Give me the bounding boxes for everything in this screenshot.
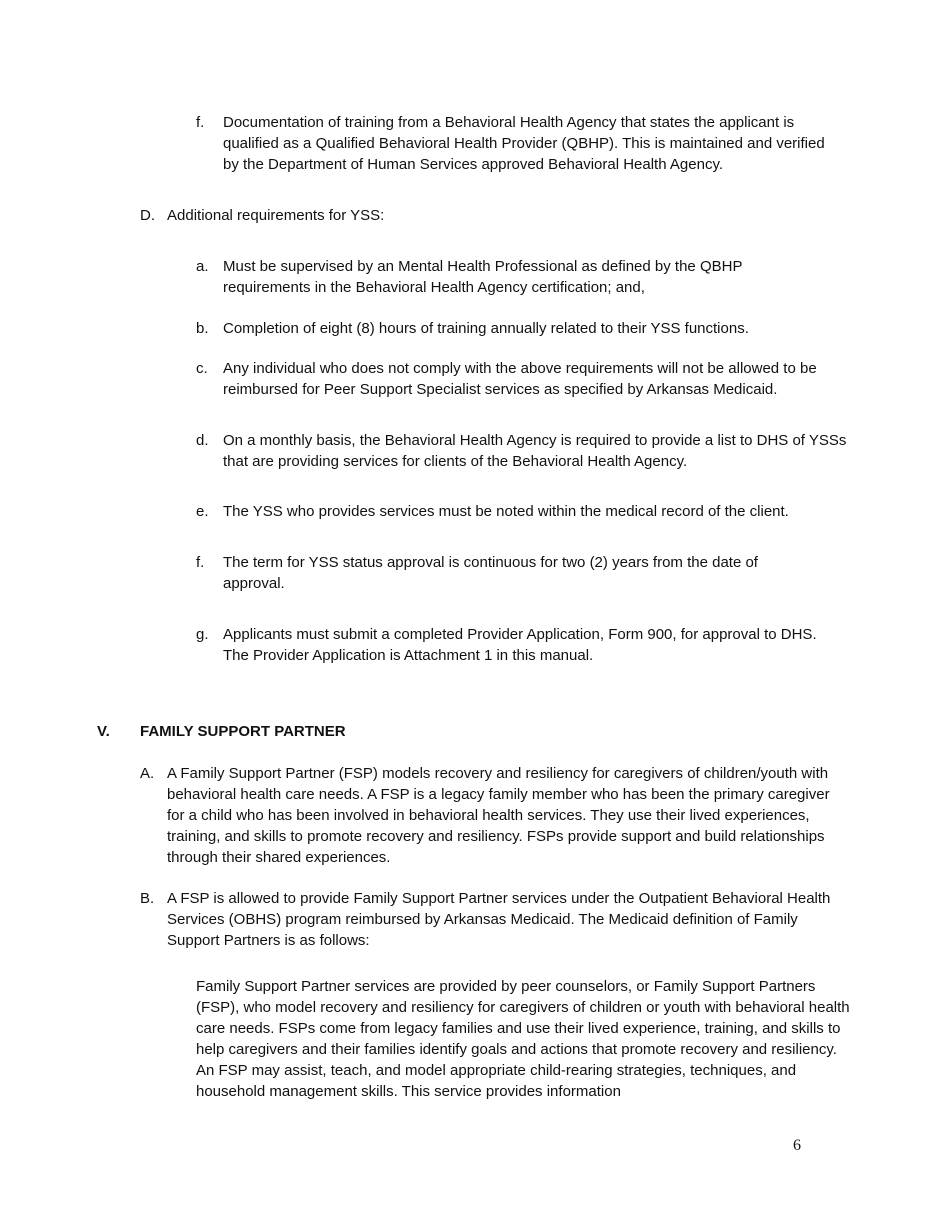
list-item-text: A Family Support Partner (FSP) models recovery and resiliency for caregivers of children/youth with behavioral health care needs. A FSP is a legacy family member who has been the primary caregiver for a child who has been involved in behavioral health services. They use their lived experiences, training, and skills to promote recovery and resiliency. FSPs provide support and build relationships through their shared experiences. [167,765,830,866]
list-item-text: Any individual who does not comply with the above requirements will not be allowed to be reimbursed for Peer Support Specialist services as specified by Arkansas Medicaid. [223,360,817,398]
list-item-text: The term for YSS status approval is continuous for two (2) years from the date of approval. [223,554,758,592]
page-number: 6 [793,1137,801,1154]
list-item-text: Completion of eight (8) hours of training annually related to their YSS functions. [223,320,749,337]
list-marker: A. [140,765,155,782]
list-marker: d. [196,432,209,449]
section-heading: Additional requirements for YSS: [167,207,385,224]
list-marker: f. [196,554,205,571]
section-marker: D. [140,207,155,224]
list-marker: c. [196,360,208,377]
list-item-text: On a monthly basis, the Behavioral Health Agency is required to provide a list to DHS of YSSs that are providing services for clients of the Behavioral Health Agency. [223,432,847,470]
list-marker: e. [196,503,209,520]
list-marker: b. [196,320,209,337]
list-marker: f. [196,114,205,131]
list-item-text: Applicants must submit a completed Provider Application, Form 900, for approval to DHS. The Provider Application is Attachment 1 in this manual. [223,626,817,664]
list-marker: a. [196,258,209,275]
list-item-text: The YSS who provides services must be noted within the medical record of the client. [223,503,789,520]
list-marker: B. [140,890,155,907]
list-marker: g. [196,626,209,643]
section-heading: FAMILY SUPPORT PARTNER [140,723,346,740]
list-item-text: A FSP is allowed to provide Family Support Partner services under the Outpatient Behavioral Health Services (OBHS) program reimbursed by Arkansas Medicaid. The Medicaid definition of Family Support Partners is as follows: [167,890,831,949]
list-item-text: Documentation of training from a Behavioral Health Agency that states the applicant is qualified as a Qualified Behavioral Health Provider (QBHP). This is maintained and verified by the Department of Human Services approved Behavioral Health Agency. [223,114,825,173]
quoted-definition: Family Support Partner services are provided by peer counselors, or Family Support Partners (FSP), who model recovery and resiliency for caregivers of children or youth with behavioral health care needs. FSPs come from legacy families and use their lived experience, training, and skills to help caregivers and their families identify goals and actions that promote recovery and resiliency. An FSP may assist, teach, and model appropriate child-rearing strategies, techniques, and household management skills. This service provides information [196,978,850,1100]
list-item-text: Must be supervised by an Mental Health Professional as defined by the QBHP requirements in the Behavioral Health Agency certification; and, [223,258,743,296]
section-marker: V. [97,723,110,740]
